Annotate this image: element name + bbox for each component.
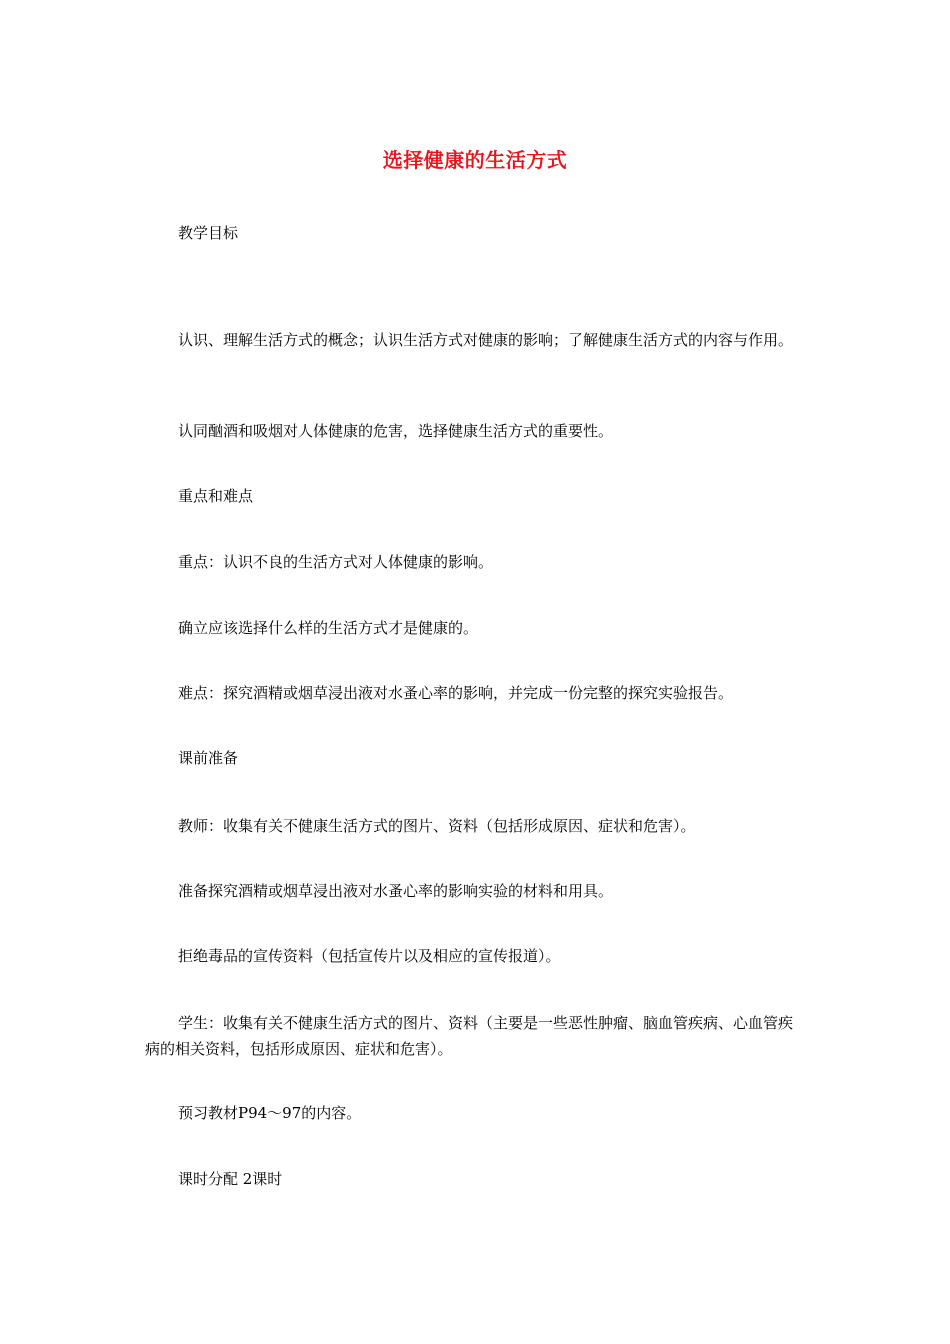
paragraph-difficulty: 难点：探究酒精或烟草浸出液对水蚤心率的影响，并完成一份完整的探究实验报告。 <box>178 684 734 702</box>
paragraph-goal-1: 认识、理解生活方式的概念；认识生活方式对健康的影响；了解健康生活方式的内容与作用。 <box>178 331 794 349</box>
section-heading-preparation: 课前准备 <box>178 749 239 767</box>
paragraph-goal-2: 认同酗酒和吸烟对人体健康的危害，选择健康生活方式的重要性。 <box>178 422 614 440</box>
paragraph-class-hours: 课时分配 2课时 <box>178 1170 283 1188</box>
paragraph-teacher-prep: 教师：收集有关不健康生活方式的图片、资料（包括形成原因、症状和危害）。 <box>178 817 696 835</box>
paragraph-experiment-prep: 准备探究酒精或烟草浸出液对水蚤心率的影响实验的材料和用具。 <box>178 882 614 900</box>
paragraph-key-point-2: 确立应该选择什么样的生活方式才是健康的。 <box>178 619 479 637</box>
paragraph-drug-prep: 拒绝毒品的宣传资料（包括宣传片以及相应的宣传报道）。 <box>178 947 561 965</box>
document-title: 选择健康的生活方式 <box>382 148 568 172</box>
paragraph-preview: 预习教材P94～97的内容。 <box>178 1104 362 1122</box>
section-heading-key-points: 重点和难点 <box>178 487 254 505</box>
section-heading-teaching-goals: 教学目标 <box>178 224 239 242</box>
paragraph-student-prep: 学生：收集有关不健康生活方式的图片、资料（主要是一些恶性肿瘤、脑血管疾病、心血管疾病的相关资料，包括形成原因、症状和危害）。 <box>145 1014 794 1058</box>
paragraph-key-point: 重点：认识不良的生活方式对人体健康的影响。 <box>178 553 494 571</box>
